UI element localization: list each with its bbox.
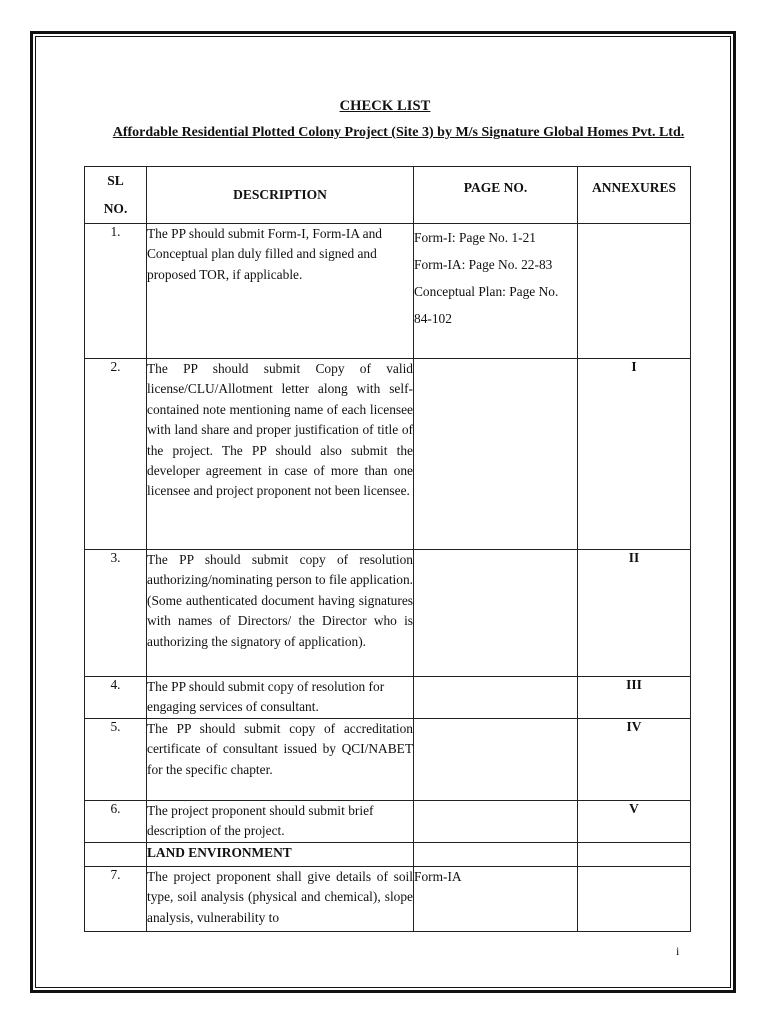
table-row — [85, 359, 691, 550]
row-sl: 1. — [85, 224, 147, 359]
table-row — [85, 801, 691, 843]
row-sl: 5. — [85, 719, 147, 801]
row-annexure: V — [578, 801, 691, 843]
document-title: CHECK LIST — [339, 98, 431, 114]
row-page-no — [414, 224, 578, 359]
table-header-row — [85, 167, 691, 224]
page-ref: Conceptual Plan: Page No. 84-102 — [414, 284, 559, 326]
row-sl: 6. — [85, 801, 147, 843]
table-row — [85, 719, 691, 801]
row-page-no — [414, 801, 578, 843]
header-description: DESCRIPTION — [147, 167, 414, 224]
row-description: The PP should submit Copy of valid license/CLU/Allotment letter along with self-contained note mentioning name of each licensee with land share and proper justification of title of the project. The PP should also submit the developer agreement in case of more than one licensee and project proponent not been licensee. — [147, 359, 414, 550]
row-description: The PP should submit Form-I, Form-IA and Conceptual plan duly filled and signed and proposed TOR, if applicable. — [147, 224, 414, 359]
row-page-no — [414, 719, 578, 801]
row-annexure — [578, 867, 691, 932]
row-page-no — [414, 550, 578, 677]
row-description: The project proponent should submit brief description of the project. — [147, 801, 414, 843]
row-sl: 7. — [85, 867, 147, 932]
table-row — [85, 550, 691, 677]
row-description: The project proponent shall give details of soil type, soil analysis (physical and chemical), slope analysis, vulnerability to — [147, 867, 414, 932]
section-row — [85, 843, 691, 867]
row-annexure: I — [578, 359, 691, 550]
row-page-no — [414, 359, 578, 550]
page-ref: Form-I: Page No. 1-21 — [414, 230, 536, 245]
row-page-no: Form-IA — [414, 867, 578, 932]
row-annexure: IV — [578, 719, 691, 801]
document-subtitle: Affordable Residential Plotted Colony Project (Site 3) by M/s Signature Global Homes Pvt. Ltd. — [112, 125, 685, 140]
row-annexure — [578, 224, 691, 359]
row-description: The PP should submit copy of resolution authorizing/nominating person to file application. (Some authenticated document having signatures with names of Directors/ the Director who is authorizing the signatory of application). — [147, 550, 414, 677]
header-sl-no: SL NO. — [85, 167, 147, 224]
header-page-no: PAGE NO. — [414, 167, 578, 224]
row-annexure: II — [578, 550, 691, 677]
page-number: i — [676, 944, 680, 958]
page-ref: Form-IA: Page No. 22-83 — [414, 257, 553, 272]
row-page-no — [414, 677, 578, 719]
row-annexure: III — [578, 677, 691, 719]
row-description: The PP should submit copy of resolution for engaging services of consultant. — [147, 677, 414, 719]
row-sl: 3. — [85, 550, 147, 677]
table-row — [85, 224, 691, 359]
row-sl: 4. — [85, 677, 147, 719]
row-description: The PP should submit copy of accreditation certificate of consultant issued by QCI/NABET for the specific chapter. — [147, 719, 414, 801]
section-heading: LAND ENVIRONMENT — [147, 843, 414, 867]
table-row — [85, 867, 691, 932]
table-row — [85, 677, 691, 719]
row-sl: 2. — [85, 359, 147, 550]
header-annexures: ANNEXURES — [578, 167, 691, 224]
checklist-table — [84, 166, 691, 932]
